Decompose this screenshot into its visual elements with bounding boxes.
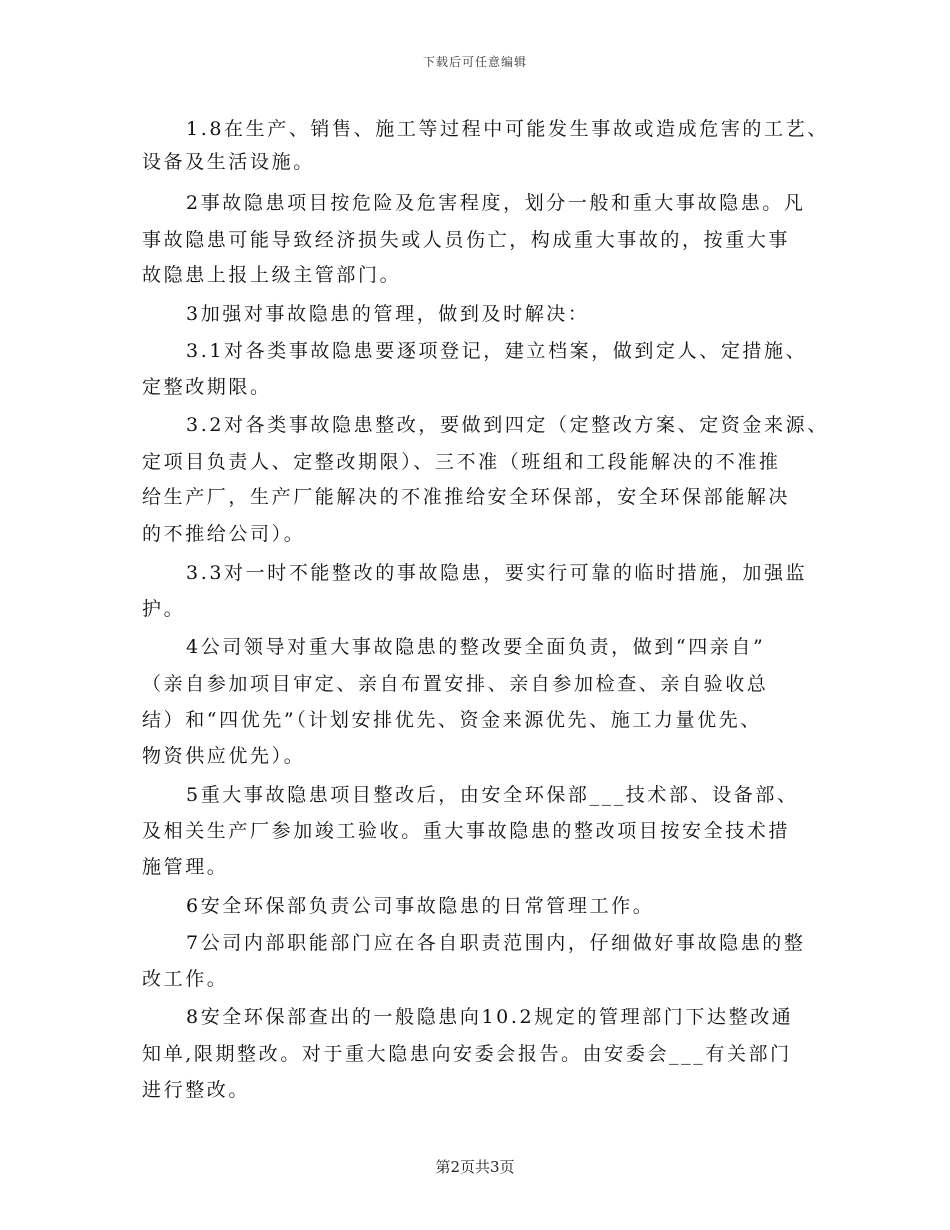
text-line: 故隐患上报上级主管部门。 xyxy=(142,264,402,286)
text-line: 的不推给公司）。 xyxy=(142,523,306,545)
text-line: 定项目负责人、定整改期限）、三不准（班组和工段能解决的不准推 xyxy=(142,451,781,473)
text-line: 4公司领导对重大事故隐患的整改要全面负责，做到“四亲自” xyxy=(186,636,766,658)
text-line: 结）和“四优先”（计划安排优先、资金来源优先、施工力量优先、 xyxy=(142,709,762,731)
text-line: 7公司内部职能部门应在各自职责范围内，仔细做好事故隐患的整 xyxy=(186,932,806,954)
text-line: 施管理。 xyxy=(142,856,229,878)
text-line: 2事故隐患项目按危险及危害程度，划分一般和重大事故隐患。凡 xyxy=(186,192,806,214)
text-line: 定整改期限。 xyxy=(142,376,272,398)
text-line: 知单,限期整改。对于重大隐患向安委会报告。由安委会___有关部门 xyxy=(142,1043,792,1065)
text-line: 给生产厂，生产厂能解决的不准推给安全环保部，安全环保部能解决 xyxy=(142,486,791,508)
text-line: 事故隐患可能导致经济损失或人员伤亡，构成重大事故的，按重大事 xyxy=(142,229,791,251)
text-line: 设备及生活设施。 xyxy=(142,151,315,173)
text-line: 8安全环保部查出的一般隐患向10.2规定的管理部门下达整改通 xyxy=(186,1006,794,1028)
page-number-footer: 第2页共3页 xyxy=(435,1158,515,1176)
text-line: 3.1对各类事故隐患要逐项登记，建立档案，做到定人、定措施、 xyxy=(186,340,808,362)
text-line: 及相关生产厂参加竣工验收。重大事故隐患的整改项目按安全技术措 xyxy=(142,820,791,842)
text-line: 6安全环保部负责公司事故隐患的日常管理工作。 xyxy=(186,895,655,917)
text-line: 改工作。 xyxy=(142,968,229,990)
text-line: 3.3对一时不能整改的事故隐患，要实行可靠的临时措施，加强监 xyxy=(186,562,808,584)
text-line: 3加强对事故隐患的管理，做到及时解决： xyxy=(186,303,590,325)
text-line: 护。 xyxy=(142,598,186,620)
text-line: 1.8在生产、销售、施工等过程中可能发生事故或造成危害的工艺、 xyxy=(186,118,829,140)
text-line: 物资供应优先）。 xyxy=(142,745,306,767)
text-line: 进行整改。 xyxy=(142,1079,251,1101)
page-header: 下载后可任意编辑 xyxy=(422,55,527,69)
text-line: 3.2对各类事故隐患整改，要做到四定（定整改方案、定资金来源、 xyxy=(186,414,829,436)
text-line: （亲自参加项目审定、亲自布置安排、亲自参加检查、亲自验收总 xyxy=(142,673,769,695)
text-line: 5重大事故隐患项目整改后，由安全环保部___技术部、设备部、 xyxy=(186,784,799,806)
